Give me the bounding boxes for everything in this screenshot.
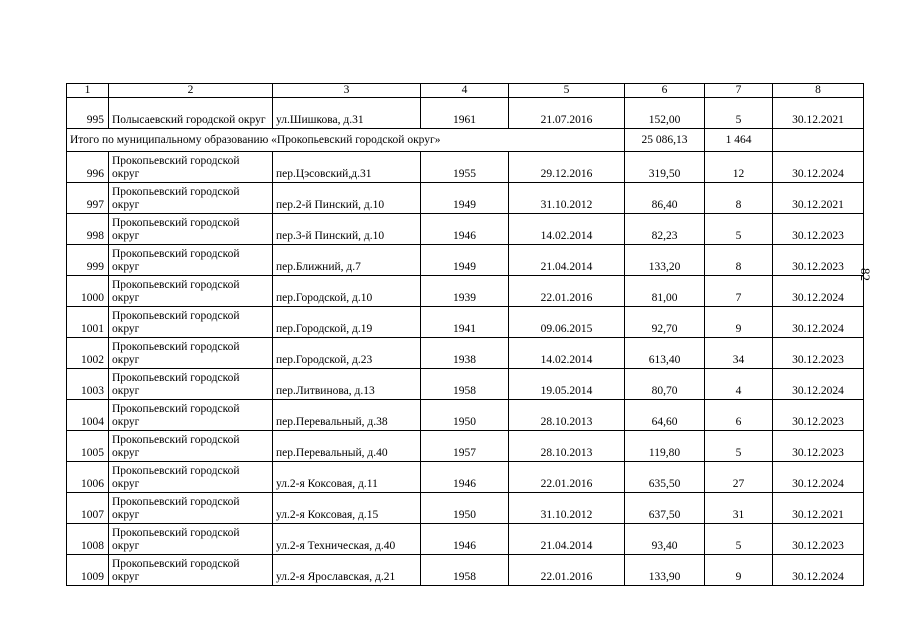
address-cell: пер.Цэсовский,д.31 bbox=[273, 152, 421, 183]
municipality-cell: Прокопьевский городской округ bbox=[109, 431, 273, 462]
residents-cell: 6 bbox=[705, 400, 773, 431]
header-cell: 5 bbox=[509, 84, 625, 98]
address-cell: пер.Ближний, д.7 bbox=[273, 245, 421, 276]
municipality-cell: Прокопьевский городской округ bbox=[109, 276, 273, 307]
recognition-date-cell: 29.12.2016 bbox=[509, 152, 625, 183]
deadline-cell: 30.12.2023 bbox=[773, 214, 864, 245]
residents-cell: 8 bbox=[705, 245, 773, 276]
recognition-date-cell: 31.10.2012 bbox=[509, 493, 625, 524]
recognition-date-cell: 22.01.2016 bbox=[509, 276, 625, 307]
header-cell: 1 bbox=[67, 84, 109, 98]
address-cell: ул.2-я Техническая, д.40 bbox=[273, 524, 421, 555]
row-number: 995 bbox=[67, 98, 109, 129]
table-row bbox=[67, 462, 864, 493]
address-cell: пер.Литвинова, д.13 bbox=[273, 369, 421, 400]
deadline-cell: 30.12.2021 bbox=[773, 183, 864, 214]
recognition-date-cell: 14.02.2014 bbox=[509, 338, 625, 369]
residents-cell: 9 bbox=[705, 555, 773, 586]
deadline-cell: 30.12.2021 bbox=[773, 98, 864, 129]
year-built-cell: 1939 bbox=[421, 276, 509, 307]
table-row bbox=[67, 555, 864, 586]
total-empty-cell bbox=[773, 129, 864, 152]
year-built-cell: 1955 bbox=[421, 152, 509, 183]
row-number: 1002 bbox=[67, 338, 109, 369]
area-cell: 635,50 bbox=[625, 462, 705, 493]
address-cell: пер.Городской, д.23 bbox=[273, 338, 421, 369]
row-number: 1006 bbox=[67, 462, 109, 493]
row-number: 1005 bbox=[67, 431, 109, 462]
address-cell: ул.2-я Ярославская, д.21 bbox=[273, 555, 421, 586]
year-built-cell: 1938 bbox=[421, 338, 509, 369]
deadline-cell: 30.12.2024 bbox=[773, 307, 864, 338]
residents-cell: 5 bbox=[705, 431, 773, 462]
address-cell: ул.2-я Коксовая, д.15 bbox=[273, 493, 421, 524]
address-cell: ул.Шишкова, д.31 bbox=[273, 98, 421, 129]
residents-cell: 12 bbox=[705, 152, 773, 183]
row-number: 998 bbox=[67, 214, 109, 245]
residents-cell: 9 bbox=[705, 307, 773, 338]
row-number: 999 bbox=[67, 245, 109, 276]
residents-cell: 5 bbox=[705, 524, 773, 555]
row-number: 996 bbox=[67, 152, 109, 183]
recognition-date-cell: 22.01.2016 bbox=[509, 555, 625, 586]
year-built-cell: 1957 bbox=[421, 431, 509, 462]
year-built-cell: 1946 bbox=[421, 524, 509, 555]
year-built-cell: 1950 bbox=[421, 493, 509, 524]
municipality-cell: Прокопьевский городской округ bbox=[109, 555, 273, 586]
recognition-date-cell: 21.04.2014 bbox=[509, 524, 625, 555]
header-row bbox=[67, 84, 864, 98]
deadline-cell: 30.12.2024 bbox=[773, 276, 864, 307]
municipality-cell: Прокопьевский городской округ bbox=[109, 245, 273, 276]
recognition-date-cell: 21.07.2016 bbox=[509, 98, 625, 129]
table-row bbox=[67, 276, 864, 307]
deadline-cell: 30.12.2023 bbox=[773, 431, 864, 462]
table-row bbox=[67, 245, 864, 276]
area-cell: 133,20 bbox=[625, 245, 705, 276]
row-number: 1009 bbox=[67, 555, 109, 586]
year-built-cell: 1946 bbox=[421, 214, 509, 245]
recognition-date-cell: 28.10.2013 bbox=[509, 400, 625, 431]
header-cell: 4 bbox=[421, 84, 509, 98]
year-built-cell: 1950 bbox=[421, 400, 509, 431]
housing-table bbox=[66, 83, 864, 586]
header-cell: 8 bbox=[773, 84, 864, 98]
deadline-cell: 30.12.2024 bbox=[773, 462, 864, 493]
area-cell: 637,50 bbox=[625, 493, 705, 524]
row-number: 1008 bbox=[67, 524, 109, 555]
recognition-date-cell: 09.06.2015 bbox=[509, 307, 625, 338]
table-row bbox=[67, 98, 864, 129]
deadline-cell: 30.12.2024 bbox=[773, 555, 864, 586]
area-cell: 613,40 bbox=[625, 338, 705, 369]
table-row bbox=[67, 338, 864, 369]
municipality-cell: Прокопьевский городской округ bbox=[109, 307, 273, 338]
row-number: 1003 bbox=[67, 369, 109, 400]
municipality-cell: Полысаевский городской округ bbox=[109, 98, 273, 129]
address-cell: пер.Перевальный, д.38 bbox=[273, 400, 421, 431]
municipality-cell: Прокопьевский городской округ bbox=[109, 152, 273, 183]
residents-cell: 34 bbox=[705, 338, 773, 369]
table-row bbox=[67, 307, 864, 338]
year-built-cell: 1961 bbox=[421, 98, 509, 129]
header-cell: 2 bbox=[109, 84, 273, 98]
year-built-cell: 1946 bbox=[421, 462, 509, 493]
row-number: 1007 bbox=[67, 493, 109, 524]
year-built-cell: 1958 bbox=[421, 369, 509, 400]
area-cell: 133,90 bbox=[625, 555, 705, 586]
deadline-cell: 30.12.2023 bbox=[773, 338, 864, 369]
recognition-date-cell: 21.04.2014 bbox=[509, 245, 625, 276]
area-cell: 152,00 bbox=[625, 98, 705, 129]
address-cell: пер.3-й Пинский, д.10 bbox=[273, 214, 421, 245]
address-cell: пер.Городской, д.10 bbox=[273, 276, 421, 307]
municipality-cell: Прокопьевский городской округ bbox=[109, 493, 273, 524]
recognition-date-cell: 28.10.2013 bbox=[509, 431, 625, 462]
address-cell: пер.Городской, д.19 bbox=[273, 307, 421, 338]
table-row bbox=[67, 152, 864, 183]
header-cell: 6 bbox=[625, 84, 705, 98]
area-cell: 81,00 bbox=[625, 276, 705, 307]
table-row bbox=[67, 214, 864, 245]
row-number: 1000 bbox=[67, 276, 109, 307]
table-row bbox=[67, 400, 864, 431]
row-number: 997 bbox=[67, 183, 109, 214]
municipality-cell: Прокопьевский городской округ bbox=[109, 214, 273, 245]
recognition-date-cell: 31.10.2012 bbox=[509, 183, 625, 214]
recognition-date-cell: 19.05.2014 bbox=[509, 369, 625, 400]
area-cell: 82,23 bbox=[625, 214, 705, 245]
year-built-cell: 1958 bbox=[421, 555, 509, 586]
recognition-date-cell: 22.01.2016 bbox=[509, 462, 625, 493]
row-number: 1004 bbox=[67, 400, 109, 431]
area-cell: 119,80 bbox=[625, 431, 705, 462]
area-cell: 80,70 bbox=[625, 369, 705, 400]
area-cell: 93,40 bbox=[625, 524, 705, 555]
area-cell: 64,60 bbox=[625, 400, 705, 431]
table-row bbox=[67, 493, 864, 524]
total-area: 25 086,13 bbox=[625, 129, 705, 152]
residents-cell: 31 bbox=[705, 493, 773, 524]
page-number: 82 bbox=[858, 268, 873, 281]
residents-cell: 8 bbox=[705, 183, 773, 214]
table-body bbox=[67, 84, 864, 586]
municipality-cell: Прокопьевский городской округ bbox=[109, 524, 273, 555]
deadline-cell: 30.12.2023 bbox=[773, 400, 864, 431]
area-cell: 92,70 bbox=[625, 307, 705, 338]
municipality-cell: Прокопьевский городской округ bbox=[109, 183, 273, 214]
table-row bbox=[67, 524, 864, 555]
municipality-cell: Прокопьевский городской округ bbox=[109, 462, 273, 493]
address-cell: пер.2-й Пинский, д.10 bbox=[273, 183, 421, 214]
table-row bbox=[67, 369, 864, 400]
municipality-cell: Прокопьевский городской округ bbox=[109, 400, 273, 431]
residents-cell: 27 bbox=[705, 462, 773, 493]
deadline-cell: 30.12.2023 bbox=[773, 524, 864, 555]
row-number: 1001 bbox=[67, 307, 109, 338]
residents-cell: 5 bbox=[705, 214, 773, 245]
address-cell: ул.2-я Коксовая, д.11 bbox=[273, 462, 421, 493]
recognition-date-cell: 14.02.2014 bbox=[509, 214, 625, 245]
total-residents: 1 464 bbox=[705, 129, 773, 152]
municipality-cell: Прокопьевский городской округ bbox=[109, 338, 273, 369]
residents-cell: 7 bbox=[705, 276, 773, 307]
year-built-cell: 1941 bbox=[421, 307, 509, 338]
area-cell: 319,50 bbox=[625, 152, 705, 183]
residents-cell: 5 bbox=[705, 98, 773, 129]
header-cell: 7 bbox=[705, 84, 773, 98]
total-row bbox=[67, 129, 864, 152]
area-cell: 86,40 bbox=[625, 183, 705, 214]
deadline-cell: 30.12.2024 bbox=[773, 152, 864, 183]
municipality-cell: Прокопьевский городской округ bbox=[109, 369, 273, 400]
table-row bbox=[67, 183, 864, 214]
deadline-cell: 30.12.2021 bbox=[773, 493, 864, 524]
table-row bbox=[67, 431, 864, 462]
year-built-cell: 1949 bbox=[421, 245, 509, 276]
year-built-cell: 1949 bbox=[421, 183, 509, 214]
deadline-cell: 30.12.2023 bbox=[773, 245, 864, 276]
residents-cell: 4 bbox=[705, 369, 773, 400]
deadline-cell: 30.12.2024 bbox=[773, 369, 864, 400]
total-label: Итого по муниципальному образованию «Прокопьевский городской округ» bbox=[67, 129, 625, 152]
address-cell: пер.Перевальный, д.40 bbox=[273, 431, 421, 462]
header-cell: 3 bbox=[273, 84, 421, 98]
